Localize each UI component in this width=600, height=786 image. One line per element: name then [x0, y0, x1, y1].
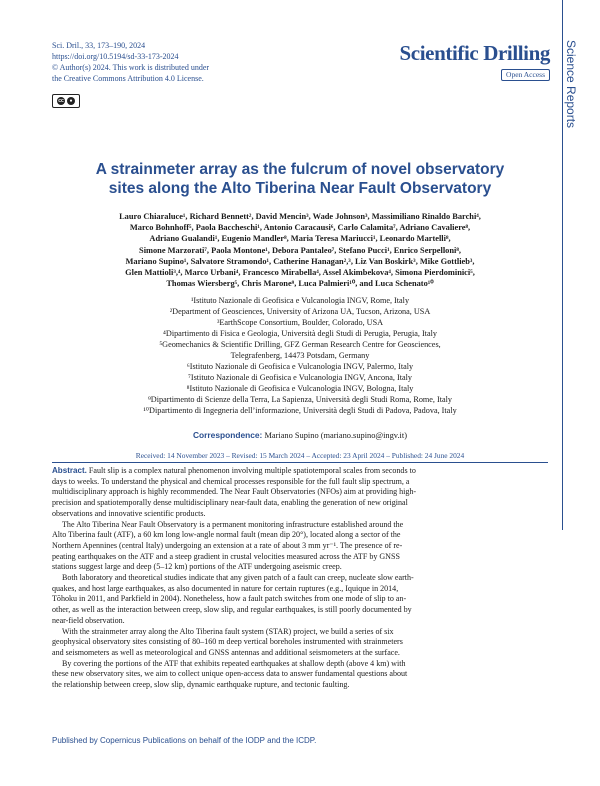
- affiliation-line: Telegrafenberg, 14473 Potsdam, Germany: [230, 351, 370, 360]
- abstract-label: Abstract.: [52, 466, 87, 475]
- abstract-line: peating earthquakes on the ATF and a steep gradient in crustal velocities measured across the ATF by GNSS: [52, 551, 400, 561]
- copyright-line-1: © Author(s) 2024. This work is distributed under: [52, 63, 210, 72]
- affiliation-line: ¹Istituto Nazionale di Geofisica e Vulcanologia INGV, Rome, Italy: [190, 296, 410, 305]
- affiliation-line: ⁶Istituto Nazionale di Geofisica e Vulcanologia INGV, Palermo, Italy: [186, 362, 414, 371]
- affiliation-line: ⁹Dipartimento di Scienze della Terra, La Sapienza, Università degli Studi Roma, Rome, Italy: [147, 395, 453, 404]
- affiliation-list: [52, 295, 548, 416]
- publisher-footer: Published by Copernicus Publications on behalf of the IODP and the ICDP.: [52, 736, 317, 745]
- citation: Sci. Dril., 33, 173–190, 2024: [52, 41, 146, 50]
- correspondence-label: Correspondence:: [193, 430, 263, 440]
- correspondence: [52, 430, 548, 440]
- abstract-line: near-field observation.: [52, 615, 125, 625]
- abstract-line: quakes, and host large earthquakes, as also documented in nature for certain ruptures (e.g., Iquique in 2014,: [52, 583, 399, 593]
- affiliation-line: ³EarthScope Consortium, Boulder, Colorado, USA: [216, 318, 384, 327]
- doi-link[interactable]: https://doi.org/10.5194/sd-33-173-2024: [52, 52, 179, 61]
- abstract-line: Tōhoku in 2011, and Parkfield in 2004). Nonetheless, how a fault patch switches from one mode of slip to an-: [52, 594, 407, 604]
- abstract-line: Alto Tiberina fault (ATF), a 60 km long low-angle normal fault (mean dip 20°), located along a sector of the: [52, 530, 401, 540]
- abstract-line: observations and innovative scientific products.: [52, 508, 206, 518]
- affiliation-line: ⁴Dipartimento di Fisica e Geologia, Università degli Studi di Perugia, Perugia, Italy: [163, 329, 437, 338]
- abstract-line: geophysical observatory sites consisting of 80–160 m deep vertical boreholes instrumented with strainmeters: [52, 637, 403, 647]
- author-line: Simone Marzorati⁷, Paola Montone¹, Debora Pantaleo⁷, Stefano Pucci¹, Enrico Serpelloni⁸,: [139, 245, 461, 255]
- abstract-line: Fault slip is a complex natural phenomenon involving multiple spatiotemporal scales from seconds to: [88, 466, 416, 475]
- abstract-line: stations suggest large and deep (5–12 km) portions of the ATF undergoing aseismic creep.: [52, 562, 342, 572]
- abstract-line: days to weeks. To understand the physical and chemical processes responsible for the full fault slip spectrum, a: [52, 476, 410, 486]
- title-line: sites along the Alto Tiberina Near Fault Observatory: [108, 180, 492, 197]
- side-rule: [562, 0, 563, 530]
- author-line: Lauro Chiaraluce¹, Richard Bennett², David Mencin³, Wade Johnson³, Massimiliano Rinaldo Barchi⁴,: [119, 212, 481, 221]
- publication-dates: Received: 14 November 2023 – Revised: 15 March 2024 – Accepted: 23 April 2024 – Published: 24 June 2024: [135, 451, 465, 460]
- article-title: [40, 160, 560, 198]
- author-line: Glen Mattioli³,⁴, Marco Urbani⁴, Francesco Mirabella⁴, Assel Akimbekova⁴, Simona Pierdominici⁵,: [125, 268, 475, 278]
- open-access-badge: Open Access: [501, 69, 550, 81]
- copyright-line-2: the Creative Commons Attribution 4.0 License.: [52, 74, 204, 83]
- abstract-line: precision and spatiotemporally dense multidisciplinary near-fault data, enabling the generation of new original: [52, 498, 408, 508]
- journal-name: Scientific Drilling: [399, 41, 550, 65]
- author-line: Adriano Gualandi¹, Eugenio Mandler⁸, Maria Teresa Mariucci¹, Leonardo Martelli⁸,: [149, 234, 451, 244]
- correspondence-text[interactable]: Mariano Supino (mariano.supino@ingv.it): [264, 431, 407, 440]
- dates-divider: [52, 462, 548, 463]
- journal-logo: [388, 42, 550, 82]
- abstract-line: The Alto Tiberina Near Fault Observatory is a permanent monitoring infrastructure established around the: [62, 519, 404, 529]
- abstract-line: Both laboratory and theoretical studies indicate that any given patch of a fault can creep, nucleate slow earth-: [62, 573, 414, 583]
- abstract-line: Northern Apennines (central Italy) undergoing an extension at a rate of about 3 mm yr⁻¹. The presence of re-: [52, 540, 403, 550]
- abstract-line: With the strainmeter array along the Alto Tiberina fault system (STAR) project, we build a series of six: [62, 626, 394, 636]
- abstract-line: and seismometers as well as meteorological and GNSS antennas and additional seismometers at the surface.: [52, 647, 400, 657]
- author-line: Marco Bohnhoff⁵, Paola Baccheschi¹, Antonio Caracausi⁶, Carlo Calamita⁷, Adriano Cavaliere⁸,: [129, 223, 471, 233]
- header-meta: [52, 40, 352, 84]
- affiliation-line: ¹⁰Dipartimento di Ingegneria dell’informazione, Università degli Studi di Padova, Padova, Italy: [143, 406, 457, 415]
- author-list: [52, 211, 548, 289]
- title-line: A strainmeter array as the fulcrum of novel observatory: [95, 161, 505, 178]
- abstract-line: the relationship between creep, slow slip, dynamic earthquake rupture, and tectonic faulting.: [52, 680, 350, 690]
- author-line: Thomas Wiersberg⁵, Chris Marone⁹, Luca Palmieri¹⁰, and Luca Schenato¹⁰: [166, 279, 434, 289]
- author-line: Mariano Supino¹, Salvatore Stramondo¹, Catherine Hanagan²,³, Liz Van Boskirk³, Mike Gottlieb³,: [125, 256, 475, 266]
- section-label: Science Reports: [564, 40, 578, 129]
- abstract-line: other, as well as the interaction between creep, slow slip, and regular earthquakes, is still poorly documented by: [52, 605, 412, 615]
- creative-commons-by-icon[interactable]: cc ●: [52, 94, 80, 108]
- abstract-line: By covering the portions of the ATF that exhibits repeated earthquakes at shallow depth (above 4 km) with: [62, 658, 406, 668]
- abstract-line: multidisciplinary approach is highly recommended. The Near Fault Observatories (NFOs) aim at providing high-: [52, 487, 417, 497]
- affiliation-line: ⁵Geomechanics & Scientific Drilling, GFZ German Research Centre for Geosciences,: [159, 340, 441, 349]
- affiliation-line: ⁸Istituto Nazionale di Geofisica e Vulcanologia INGV, Bologna, Italy: [186, 384, 414, 393]
- affiliation-line: ²Department of Geosciences, University of Arizona UA, Tucson, Arizona, USA: [169, 307, 431, 316]
- affiliation-line: ⁷Istituto Nazionale di Geofisica e Vulcanologia INGV, Ancona, Italy: [188, 373, 412, 382]
- abstract-line: these new observatory sites, we aim to collect unique open-access data to answer fundamental questions about: [52, 669, 408, 679]
- abstract: [52, 466, 548, 691]
